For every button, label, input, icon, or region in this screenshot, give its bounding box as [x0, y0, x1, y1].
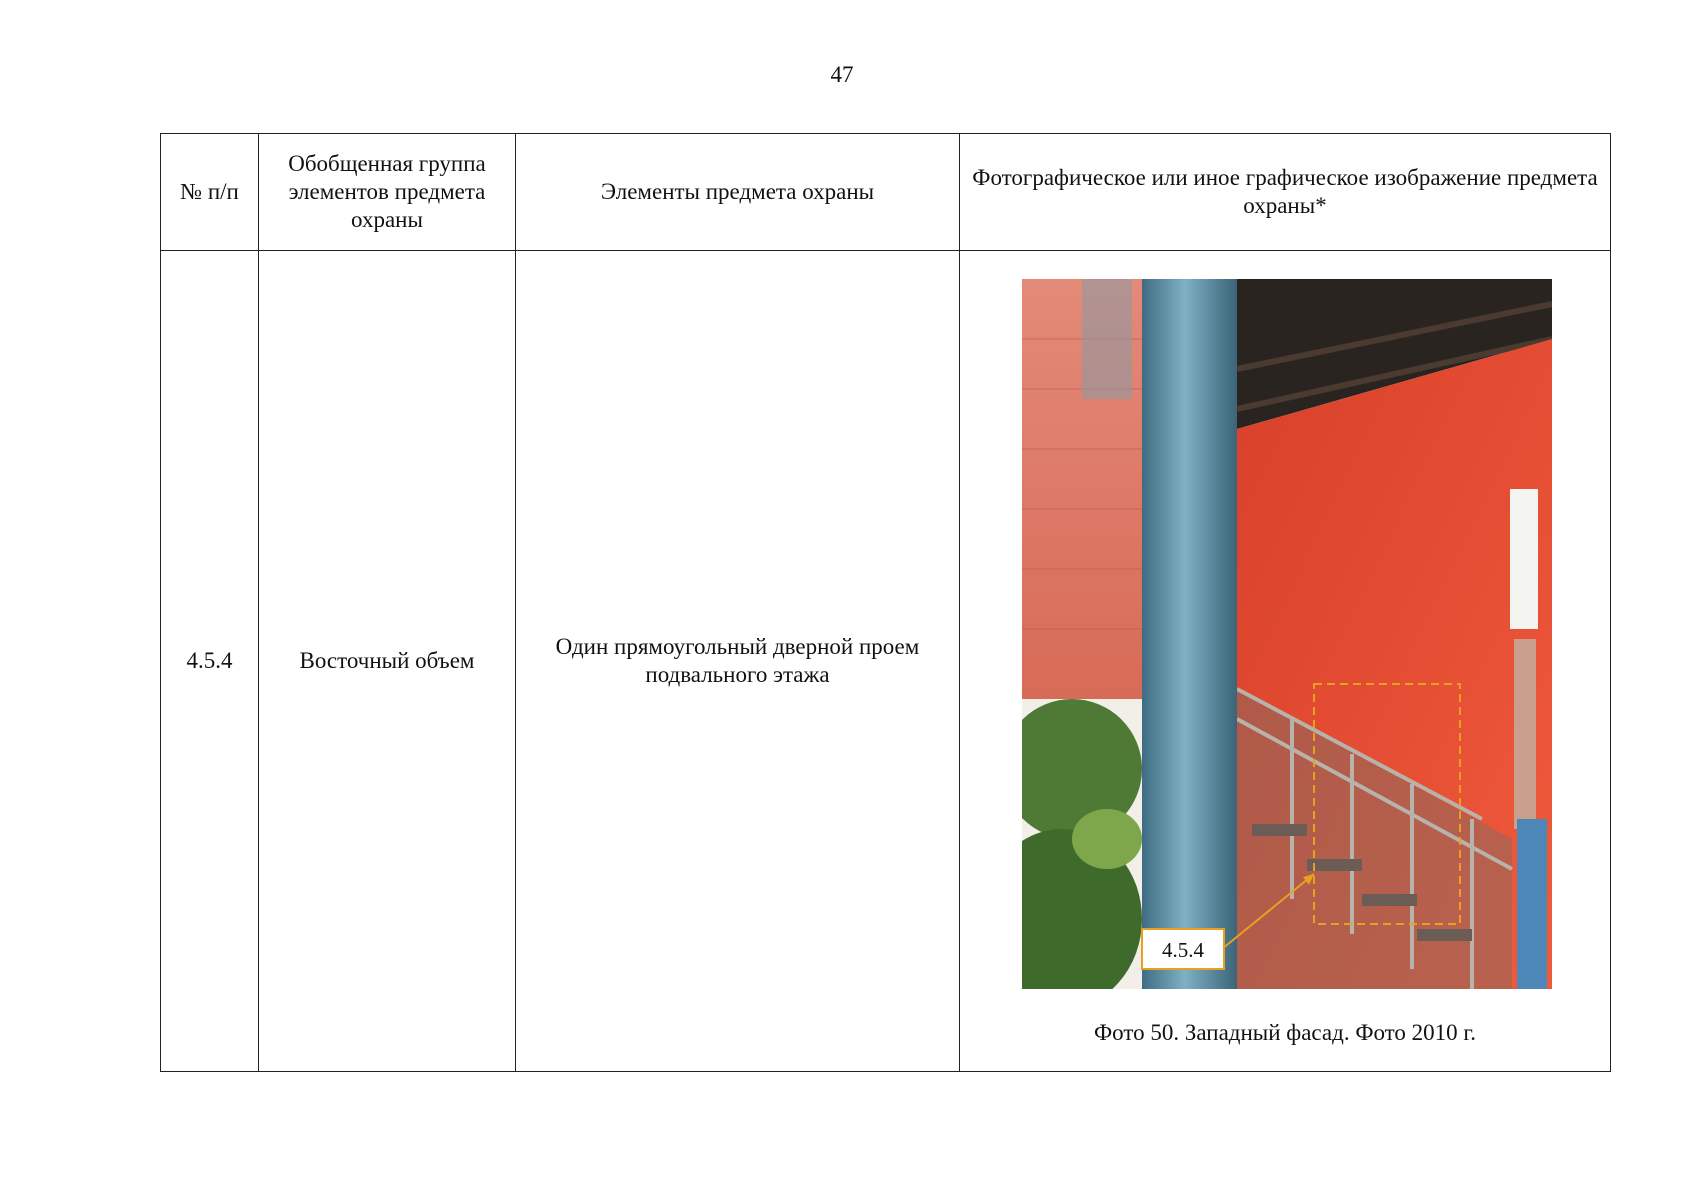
facade-photo-image: [1022, 279, 1552, 989]
row-photo-cell: [960, 251, 1611, 1072]
row-group: Восточный объем: [259, 251, 516, 1072]
protection-table: [160, 133, 1611, 1072]
marker-label: 4.5.4: [1162, 938, 1204, 962]
header-group: Обобщенная группа элементов предмета охраны: [259, 134, 516, 251]
header-num: № п/п: [161, 134, 259, 251]
header-elements: Элементы предмета охраны: [516, 134, 960, 251]
page-number: 47: [830, 62, 854, 87]
row-element: Один прямоугольный дверной проем подвального этажа: [516, 251, 960, 1072]
header-image: Фотографическое или иное графическое изображение предмета охраны*: [960, 134, 1611, 251]
table-row: [161, 251, 1611, 1072]
facade-photo: [1022, 279, 1552, 989]
table-header-row: [161, 134, 1611, 251]
row-num: 4.5.4: [161, 251, 259, 1072]
photo-caption: Фото 50. Западный фасад. Фото 2010 г.: [1093, 1020, 1477, 1045]
